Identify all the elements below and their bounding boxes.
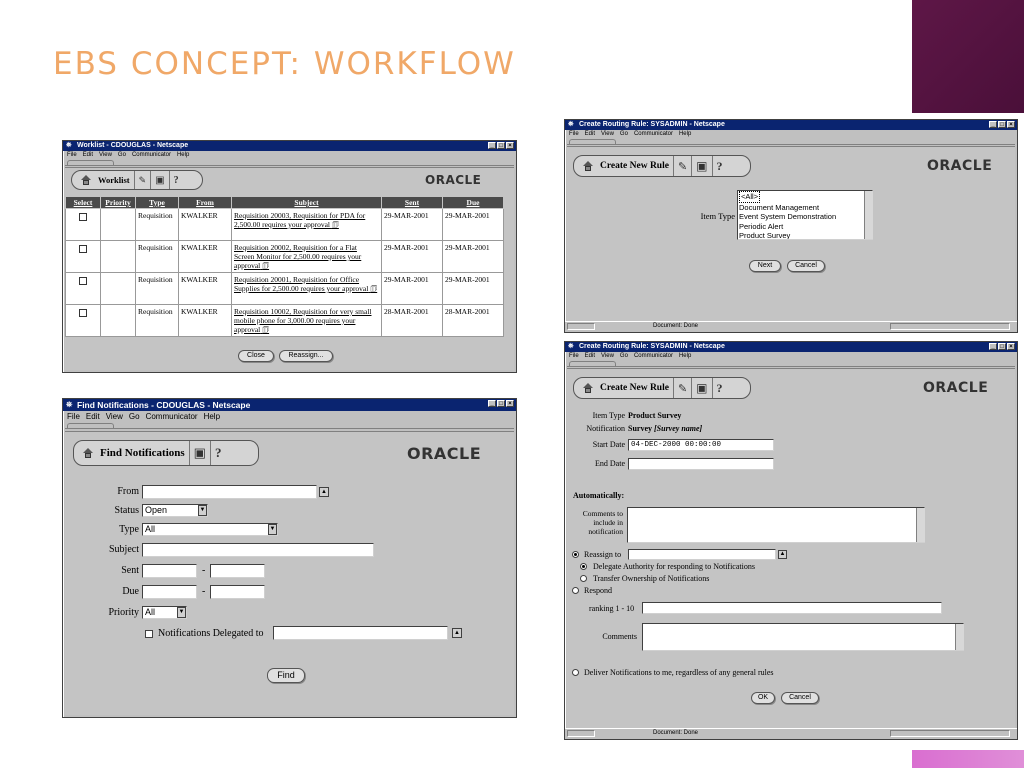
chevron-down-icon[interactable]: ▼	[268, 524, 277, 535]
menu-file[interactable]: File	[569, 353, 579, 359]
worklist-titlebar[interactable]	[63, 141, 516, 151]
netscape-icon: ⛯	[66, 142, 72, 149]
item-type-value: Product Survey	[628, 411, 682, 420]
reassign-radio[interactable]	[572, 551, 579, 558]
routing-rule-window-1	[564, 119, 1018, 333]
col-priority[interactable]: Priority	[101, 197, 136, 209]
menu-help[interactable]: Help	[678, 131, 692, 137]
comments-include-label: Comments to include in notification	[582, 509, 623, 536]
menu-help[interactable]: Help	[176, 152, 190, 158]
worklist-table	[65, 196, 504, 337]
reassign-label: Reassign to	[584, 550, 622, 559]
ok-button[interactable]: OK	[751, 692, 775, 704]
browser-menubar	[63, 411, 516, 423]
status-select[interactable]: Open	[142, 504, 208, 517]
browser-menubar	[565, 130, 1017, 139]
maximize-button[interactable]: □	[998, 121, 1006, 128]
accent-block-top	[912, 0, 1024, 113]
row-priority	[101, 305, 136, 337]
col-select[interactable]: Select	[66, 197, 101, 209]
menu-go[interactable]: Go	[619, 131, 628, 137]
list-item[interactable]: Document Management	[739, 202, 820, 212]
checkmark-icon[interactable]: ✎	[677, 160, 688, 173]
menu-file[interactable]: File	[67, 412, 80, 421]
oracle-logo: ORACLE	[927, 158, 993, 174]
exit-door-icon[interactable]: ▣	[696, 158, 708, 173]
close-window-button[interactable]: ×	[506, 400, 514, 407]
delegate-label: Delegate Authority for responding to Notifications	[593, 562, 755, 571]
type-label: Type	[119, 524, 139, 535]
end-date-input[interactable]	[628, 458, 774, 470]
range-separator: -	[202, 565, 206, 576]
reassign-button[interactable]: Reassign...	[279, 350, 333, 362]
row-due: 29-MAR-2001	[443, 241, 504, 273]
sent-to-input[interactable]	[210, 564, 265, 578]
attachment-icon: 🗊	[262, 261, 270, 270]
menu-help[interactable]: Help	[678, 353, 692, 359]
exit-door-icon[interactable]: ▣	[155, 174, 165, 186]
respond-radio[interactable]	[572, 587, 579, 594]
home-icon[interactable]	[80, 175, 92, 185]
row-subject-link[interactable]: Requisition 10002, Requisition for very small mobile phone for 3,000.00 requires your approval 🗊	[232, 305, 382, 337]
attachment-icon: 🗊	[262, 325, 270, 334]
attachment-icon: 🗊	[370, 284, 378, 293]
menu-edit[interactable]: Edit	[85, 412, 100, 421]
status-icons	[890, 323, 1010, 330]
row-subject-link[interactable]: Requisition 20003, Requisition for PDA for 2,500.00 requires your approval 🗊	[232, 209, 382, 241]
start-date-label: Start Date	[592, 440, 625, 449]
chevron-down-icon[interactable]: ▼	[198, 505, 207, 516]
window-title: Find Notifications - CDOUGLAS - Netscape	[77, 400, 251, 410]
table-row	[66, 305, 504, 337]
routing2-content	[567, 368, 1015, 728]
row-type: Requisition	[136, 209, 179, 241]
row-type: Requisition	[136, 241, 179, 273]
toolbar-label: Worklist	[98, 175, 130, 185]
subject-input[interactable]	[142, 543, 374, 557]
listbox-scrollbar[interactable]	[864, 191, 873, 239]
list-item[interactable]: <All>	[741, 192, 759, 201]
priority-label: Priority	[108, 607, 139, 618]
oracle-logo: ORACLE	[425, 173, 482, 187]
help-question-icon[interactable]: ?	[173, 174, 179, 186]
lov-icon[interactable]: ▲	[779, 551, 786, 557]
netscape-icon: ⛯	[568, 121, 574, 128]
help-question-icon[interactable]: ?	[716, 380, 723, 395]
comments-textarea[interactable]	[642, 623, 964, 651]
status-text: Document: Done	[653, 730, 699, 736]
next-button[interactable]: Next	[749, 260, 781, 272]
menu-view[interactable]: View	[601, 131, 614, 137]
lov-icon[interactable]: ▲	[319, 487, 329, 497]
menu-view[interactable]: View	[105, 412, 123, 421]
menu-edit[interactable]: Edit	[82, 152, 94, 158]
select-checkbox[interactable]	[79, 277, 87, 285]
slide-title: EBS CONCEPT: WORKFLOW	[53, 46, 516, 82]
routing-rule-window-2	[564, 341, 1018, 740]
exit-door-icon[interactable]: ▣	[193, 445, 206, 460]
find-toolbar	[73, 440, 259, 466]
close-button[interactable]: Close	[238, 350, 274, 362]
row-sent: 29-MAR-2001	[382, 209, 443, 241]
row-type: Requisition	[136, 273, 179, 305]
status-text: Document: Done	[653, 323, 699, 329]
row-priority	[101, 241, 136, 273]
comments-include-textarea[interactable]	[627, 507, 925, 543]
menu-communicator[interactable]: Communicator	[633, 353, 673, 359]
routing2-titlebar[interactable]	[565, 342, 1017, 352]
maximize-button[interactable]: □	[497, 142, 505, 149]
find-content	[65, 431, 514, 715]
tab-strip	[567, 361, 1015, 367]
transfer-radio[interactable]	[580, 575, 587, 582]
row-priority	[101, 209, 136, 241]
row-type: Requisition	[136, 305, 179, 337]
due-from-input[interactable]	[142, 585, 197, 599]
help-question-icon[interactable]: ?	[716, 158, 723, 173]
row-subject-link[interactable]: Requisition 20002, Requisition for a Flat Screen Monitor for 2,500.00 requires your approval 🗊	[232, 241, 382, 273]
menu-communicator[interactable]: Communicator	[131, 152, 171, 158]
menu-edit[interactable]: Edit	[584, 353, 596, 359]
row-from: KWALKER	[179, 241, 232, 273]
table-row	[66, 209, 504, 241]
row-sent: 28-MAR-2001	[382, 305, 443, 337]
home-icon[interactable]	[582, 383, 594, 393]
notification-label: Notification	[586, 424, 625, 433]
routing2-toolbar	[573, 377, 751, 399]
deliver-radio[interactable]	[572, 669, 579, 676]
toolbar-label: Find Notifications	[100, 447, 185, 459]
deliver-label: Deliver Notifications to me, regardless of any general rules	[584, 668, 774, 677]
home-icon[interactable]	[582, 161, 594, 171]
list-item[interactable]: Product Survey	[739, 231, 791, 240]
table-row	[66, 241, 504, 273]
priority-select[interactable]: All	[142, 606, 187, 619]
tab-strip	[65, 423, 514, 429]
security-icon	[567, 730, 595, 737]
checkmark-icon[interactable]: ✎	[677, 382, 688, 395]
lov-icon[interactable]: ▲	[452, 628, 462, 638]
worklist-window	[62, 140, 517, 373]
worklist-content	[65, 167, 514, 370]
menu-go[interactable]: Go	[128, 412, 140, 421]
minimize-button[interactable]: _	[989, 121, 997, 128]
row-sent: 29-MAR-2001	[382, 273, 443, 305]
attachment-icon: 🗊	[331, 220, 339, 229]
row-due: 28-MAR-2001	[443, 305, 504, 337]
type-select[interactable]: All	[142, 523, 278, 536]
close-window-button[interactable]: ×	[1007, 343, 1015, 350]
col-from[interactable]: From	[179, 197, 232, 209]
due-to-input[interactable]	[210, 585, 265, 599]
item-type-label: Item Type	[700, 211, 735, 221]
window-title: Create Routing Rule: SYSADMIN - Netscape	[579, 343, 725, 350]
exit-door-icon[interactable]: ▣	[696, 380, 708, 395]
menu-view[interactable]: View	[99, 152, 112, 158]
worklist-toolbar	[71, 170, 203, 190]
oracle-logo: ORACLE	[407, 444, 482, 463]
help-question-icon[interactable]: ?	[214, 445, 222, 460]
notification-value: Survey [Survey name]	[628, 424, 703, 433]
col-subject[interactable]: Subject	[232, 197, 382, 209]
col-type[interactable]: Type	[136, 197, 179, 209]
item-type-label: Item Type	[592, 411, 625, 420]
close-window-button[interactable]: ×	[506, 142, 514, 149]
menu-communicator[interactable]: Communicator	[145, 412, 198, 421]
tab-strip	[65, 160, 514, 166]
browser-menubar	[63, 151, 516, 160]
netscape-icon: ⛯	[66, 400, 73, 409]
start-date-input[interactable]: 04-DEC-2000 00:00:00	[628, 439, 774, 451]
automatically-heading: Automatically:	[573, 491, 625, 500]
delegated-input[interactable]	[273, 626, 448, 640]
menu-edit[interactable]: Edit	[584, 131, 596, 137]
browser-menubar	[565, 352, 1017, 361]
col-due[interactable]: Due	[443, 197, 504, 209]
minimize-button[interactable]: _	[488, 142, 496, 149]
checkmark-icon[interactable]: ✎	[138, 174, 147, 185]
sent-label: Sent	[121, 565, 139, 576]
menu-go[interactable]: Go	[117, 152, 126, 158]
transfer-label: Transfer Ownership of Notifications	[593, 574, 710, 583]
menu-file[interactable]: File	[67, 152, 77, 158]
routing1-content	[567, 146, 1015, 321]
tab-strip	[567, 139, 1015, 145]
security-icon	[567, 323, 595, 330]
row-due: 29-MAR-2001	[443, 273, 504, 305]
minimize-button[interactable]: _	[488, 400, 496, 407]
delegated-checkbox[interactable]	[145, 630, 153, 638]
list-item[interactable]: Periodic Alert	[739, 221, 784, 231]
select-checkbox[interactable]	[79, 245, 87, 253]
ranking-label: ranking 1 - 10	[589, 604, 635, 613]
comments-label: Comments	[602, 632, 637, 641]
toolbar-label: Create New Rule	[600, 161, 669, 171]
from-label: From	[117, 486, 139, 497]
due-label: Due	[122, 586, 139, 597]
accent-block-bottom	[912, 750, 1024, 768]
status-bar	[565, 321, 1017, 332]
find-button[interactable]: Find	[267, 668, 305, 683]
menu-help[interactable]: Help	[203, 412, 221, 421]
oracle-logo: ORACLE	[923, 380, 989, 396]
menu-communicator[interactable]: Communicator	[633, 131, 673, 137]
close-window-button[interactable]: ×	[1007, 121, 1015, 128]
end-date-label: End Date	[595, 459, 625, 468]
menu-file[interactable]: File	[569, 131, 579, 137]
chevron-down-icon[interactable]: ▼	[177, 607, 186, 618]
status-label: Status	[114, 505, 139, 516]
cancel-button[interactable]: Cancel	[781, 692, 819, 704]
reassign-input[interactable]	[628, 549, 776, 560]
textarea-scrollbar[interactable]	[916, 508, 925, 542]
find-notifications-window	[62, 398, 517, 718]
row-from: KWALKER	[179, 305, 232, 337]
ranking-input[interactable]	[642, 602, 942, 614]
minimize-button[interactable]: _	[989, 343, 997, 350]
window-title: Create Routing Rule: SYSADMIN - Netscape	[579, 121, 725, 128]
table-row	[66, 273, 504, 305]
range-separator: -	[202, 586, 206, 597]
subject-label: Subject	[109, 544, 139, 555]
from-input[interactable]	[142, 485, 317, 499]
row-from: KWALKER	[179, 209, 232, 241]
maximize-button[interactable]: □	[497, 400, 505, 407]
row-from: KWALKER	[179, 273, 232, 305]
netscape-icon: ⛯	[568, 343, 574, 350]
maximize-button[interactable]: □	[998, 343, 1006, 350]
row-due: 29-MAR-2001	[443, 209, 504, 241]
row-subject-link[interactable]: Requisition 20001, Requisition for Office Supplies for 2,500.00 requires your approval 🗊	[232, 273, 382, 305]
select-checkbox[interactable]	[79, 309, 87, 317]
home-icon[interactable]	[82, 448, 94, 458]
select-checkbox[interactable]	[79, 213, 87, 221]
routing1-titlebar[interactable]	[565, 120, 1017, 130]
toolbar-label: Create New Rule	[600, 383, 669, 393]
status-icons	[890, 730, 1010, 737]
list-item[interactable]: Event System Demonstration	[739, 212, 837, 221]
window-title: Worklist - CDOUGLAS - Netscape	[77, 142, 189, 149]
status-bar	[565, 728, 1017, 739]
row-priority	[101, 273, 136, 305]
respond-label: Respond	[584, 586, 612, 595]
delegated-label: Notifications Delegated to	[158, 628, 264, 639]
row-sent: 29-MAR-2001	[382, 241, 443, 273]
item-type-listbox[interactable]	[737, 190, 873, 240]
menu-go[interactable]: Go	[619, 353, 628, 359]
find-titlebar[interactable]	[63, 399, 516, 411]
routing1-toolbar	[573, 155, 751, 177]
delegate-radio[interactable]	[580, 563, 587, 570]
col-sent[interactable]: Sent	[382, 197, 443, 209]
menu-view[interactable]: View	[601, 353, 614, 359]
cancel-button[interactable]: Cancel	[787, 260, 825, 272]
sent-from-input[interactable]	[142, 564, 197, 578]
textarea-scrollbar[interactable]	[955, 624, 964, 650]
